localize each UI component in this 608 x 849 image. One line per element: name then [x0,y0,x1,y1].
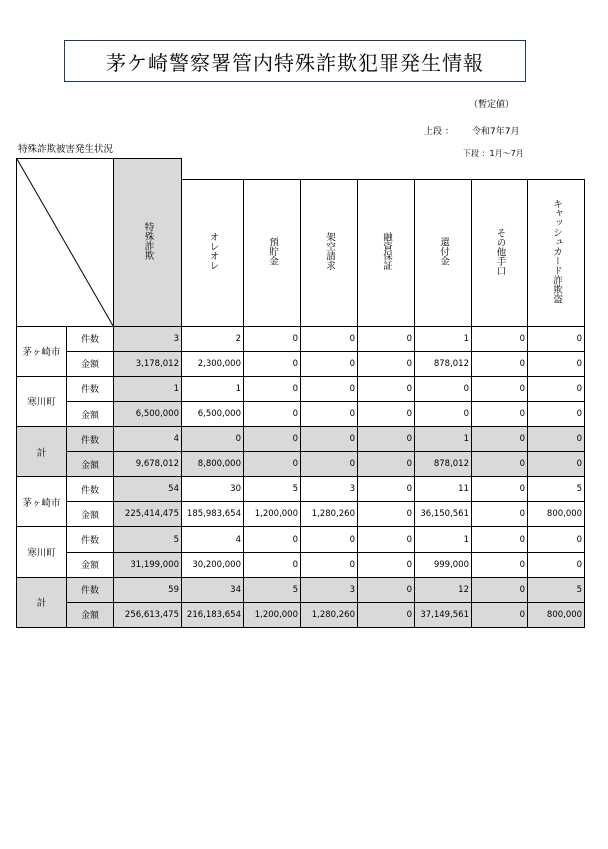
table-cell: 8,800,000 [182,452,244,477]
table-cell: 0 [472,552,528,577]
table-cell: 0 [358,477,415,502]
row-type-label: 金額 [67,452,114,477]
corner-cell [17,159,114,327]
upper-row-period: 令和7年7月 [472,127,520,137]
row-type-label: 金額 [67,401,114,426]
row-place-label: 茅ヶ崎市 [17,326,67,376]
row-type-label: 件数 [67,477,114,502]
row-type-label: 金額 [67,552,114,577]
table-cell: 0 [301,527,358,552]
row-place-label: 計 [17,577,67,627]
table-cell: 37,149,561 [415,602,472,627]
table-cell: 0 [358,401,415,426]
table-cell: 0 [528,351,585,376]
table-cell: 0 [358,452,415,477]
table-cell: 0 [358,427,415,452]
table-cell: 0 [182,427,244,452]
table-cell: 0 [301,376,358,401]
table-cell: 4 [182,527,244,552]
table-cell: 3 [301,577,358,602]
col-header-yushi: 融資保証 [358,180,415,327]
table-cell: 0 [358,552,415,577]
table-cell: 4 [114,427,182,452]
table-cell: 0 [472,527,528,552]
table-cell: 0 [472,502,528,527]
table-cell: 5 [114,527,182,552]
table-cell: 999,000 [415,552,472,577]
table-cell: 0 [301,326,358,351]
table-cell: 0 [528,552,585,577]
table-cell: 0 [244,326,301,351]
table-cell: 0 [528,527,585,552]
upper-row-label: 上段 ： [424,127,454,137]
table-cell: 0 [472,351,528,376]
table-cell: 5 [244,477,301,502]
table-cell: 878,012 [415,351,472,376]
col-header-kakuu: 架空請求 [301,180,358,327]
table-cell: 878,012 [415,452,472,477]
row-type-label: 件数 [67,376,114,401]
table-cell: 0 [472,602,528,627]
table-cell: 0 [358,376,415,401]
table-cell: 2 [182,326,244,351]
table-cell: 1,280,260 [301,602,358,627]
table-cell: 0 [358,602,415,627]
table-cell: 3 [114,326,182,351]
table-cell: 31,199,000 [114,552,182,577]
table-cell: 54 [114,477,182,502]
table-cell: 0 [415,401,472,426]
table-cell: 0 [244,427,301,452]
table-cell: 1,200,000 [244,502,301,527]
table-cell: 256,613,475 [114,602,182,627]
table-cell: 0 [528,452,585,477]
table-cell: 0 [301,552,358,577]
table-cell: 0 [528,326,585,351]
row-type-label: 金額 [67,602,114,627]
table-cell: 225,414,475 [114,502,182,527]
table-cell: 0 [301,427,358,452]
table-cell: 0 [244,452,301,477]
col-header-yochokin: 預貯金 [244,180,301,327]
table-cell: 1 [415,326,472,351]
table-cell: 0 [301,401,358,426]
table-cell: 1 [182,376,244,401]
table-cell: 0 [358,527,415,552]
table-cell: 30 [182,477,244,502]
table-cell: 800,000 [528,602,585,627]
table-cell: 36,150,561 [415,502,472,527]
table-cell: 12 [415,577,472,602]
table-cell: 0 [358,502,415,527]
table-cell: 0 [415,376,472,401]
row-place-label: 計 [17,427,67,477]
lower-row-label: 下段 ：1月～7月 [463,149,524,158]
table-cell: 34 [182,577,244,602]
table-cell: 0 [472,577,528,602]
table-cell: 1 [415,527,472,552]
table-cell: 0 [472,477,528,502]
table-cell: 30,200,000 [182,552,244,577]
table-cell: 0 [301,452,358,477]
table-cell: 0 [244,401,301,426]
table-cell: 59 [114,577,182,602]
row-type-label: 金額 [67,502,114,527]
table-cell: 185,983,654 [182,502,244,527]
table-cell: 0 [472,452,528,477]
row-type-label: 金額 [67,351,114,376]
table-cell: 5 [244,577,301,602]
table-cell: 0 [301,351,358,376]
table-cell: 6,500,000 [114,401,182,426]
table-cell: 0 [244,376,301,401]
fraud-table [16,158,585,628]
table-cell: 0 [244,527,301,552]
table-cell: 0 [528,376,585,401]
diagonal-line [17,159,113,326]
col-header-other: その他手口 [472,180,528,327]
table-cell: 9,678,012 [114,452,182,477]
table-cell: 1,280,260 [301,502,358,527]
table-body [17,326,585,627]
table-cell: 5 [528,477,585,502]
table-cell: 216,183,654 [182,602,244,627]
table-cell: 11 [415,477,472,502]
table-cell: 0 [358,326,415,351]
table-cell: 2,300,000 [182,351,244,376]
table-cell: 0 [358,577,415,602]
table-cell: 0 [472,376,528,401]
col-header-cash-card: キャッシュカード詐欺盗 [528,180,585,327]
table-cell: 5 [528,577,585,602]
col-header-oreore: オレオレ [182,180,244,327]
table-cell: 0 [244,351,301,376]
row-type-label: 件数 [67,577,114,602]
header-spacer [182,159,585,180]
table-cell: 3,178,012 [114,351,182,376]
table-cell: 0 [528,401,585,426]
row-type-label: 件数 [67,326,114,351]
table-cell: 0 [472,326,528,351]
table-cell: 0 [472,427,528,452]
table-cell: 0 [528,427,585,452]
table-cell: 0 [472,401,528,426]
provisional-note: （暫定値） [469,100,515,110]
row-place-label: 寒川町 [17,527,67,577]
page-title: 茅ケ崎警察署管内特殊詐欺犯罪発生情報 [64,40,526,82]
table-cell: 0 [358,351,415,376]
table-cell: 1 [114,376,182,401]
row-type-label: 件数 [67,527,114,552]
row-place-label: 寒川町 [17,376,67,426]
row-type-label: 件数 [67,427,114,452]
section-title: 特殊詐欺被害発生状況 [18,144,114,155]
row-place-label: 茅ヶ崎市 [17,477,67,527]
table-cell: 800,000 [528,502,585,527]
table-cell: 1 [415,427,472,452]
col-header-kanpu: 還付金 [415,180,472,327]
table-cell: 6,500,000 [182,401,244,426]
table-cell: 1,200,000 [244,602,301,627]
table-cell: 0 [244,552,301,577]
table-cell: 3 [301,477,358,502]
col-header-special: 特殊詐欺 [114,159,182,327]
